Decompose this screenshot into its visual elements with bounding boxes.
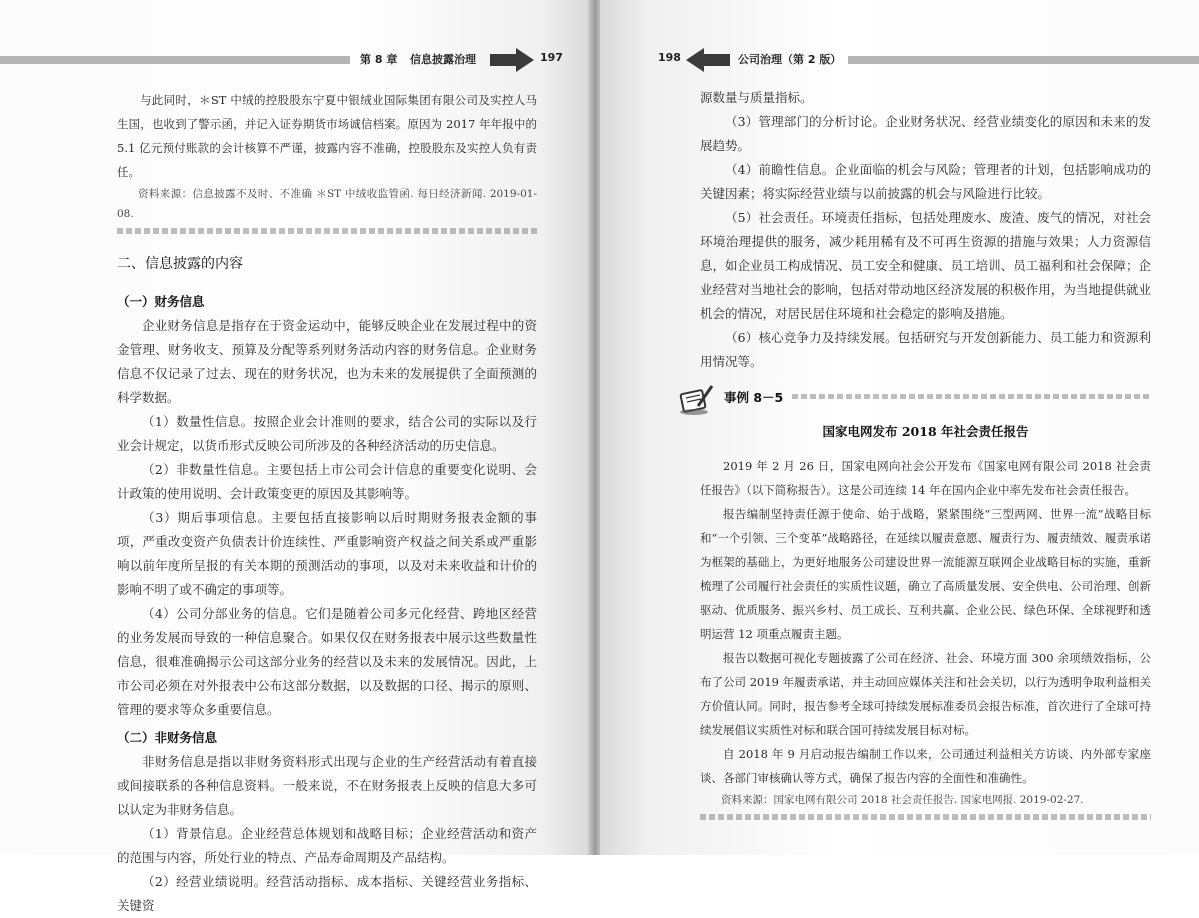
paragraph: （3）期后事项信息。主要包括直接影响以后时期财务报表金额的事项，严重改变资产负债表计价连续性、严重影响资产权益之间关系或严重影响以前年度所呈报的有关本期的预测活动的事项，以及对未来收益和计价的影响不明了或不确定的事项等。 xyxy=(117,510,537,597)
case-header xyxy=(700,382,1151,416)
paragraph: （2）非数量性信息。主要包括上市公司会计信息的重要变化说明、会计政策的使用说明、会计政策变更的原因及其影响等。 xyxy=(117,462,537,501)
paragraph: 源数量与质量指标。 xyxy=(700,90,813,105)
source-note: 资料来源：信息披露不及时、不准确 ＊ST 中绒收监管函. 每日经济新闻. 2019-01-08. xyxy=(117,188,537,220)
left-page-header xyxy=(0,48,590,72)
header-chapter: 第 8 章 xyxy=(360,53,398,66)
case-body xyxy=(700,454,1151,790)
case-paragraph: 报告以数据可视化专题披露了公司在经济、社会、环境方面 300 余项绩效指标，公布了公司 2019 年履责承诺，并主动回应媒体关注和社会关切，以行为透明争取利益相关方价值认同。同时，报告参考全球可持续发展标准委员会报告标准，首次进行了全球可持续发展倡议实质性对标和联合国可持续发展目标对标。 xyxy=(700,651,1151,737)
source-note: 资料来源：国家电网有限公司 2018 社会责任报告. 国家电网报. 2019-02-27. xyxy=(721,794,1084,806)
page-number: 197 xyxy=(540,51,563,64)
case-paragraph: 2019 年 2 月 26 日，国家电网向社会公开发布《国家电网有限公司 2018 社会责任报告》（以下简称报告）。这是公司连续 14 年在国内企业中率先发布社会责任报告。 xyxy=(700,459,1151,497)
paragraph: （1）背景信息。企业经营总体规划和战略目标；企业经营活动和资产的范围与内容，所处行业的特点、产品寿命周期及产品结构。 xyxy=(117,826,537,865)
paragraph: （2）经营业绩说明。经营活动指标、成本指标、关键经营业务指标、关键资 xyxy=(117,874,537,913)
section-title: 二、信息披露的内容 xyxy=(117,256,243,272)
arrow-left-icon xyxy=(686,48,730,72)
divider xyxy=(117,228,537,234)
case-label: 事例 8－5 xyxy=(724,390,784,405)
left-page-content xyxy=(117,88,537,918)
subsection-title: （二）非财务信息 xyxy=(117,730,218,745)
paragraph: （4）公司分部业务的信息。它们是随着公司多元化经营、跨地区经营的业务发展而导致的一种信息聚合。如果仅仅在财务报表中展示这些数量性信息，很难准确揭示公司这部分业务的经营以及未来的发展情况。因此，上市公司必须在对外报表中公布这部分数据，以及数据的口径、揭示的原则、管理的要求等众多重要信息。 xyxy=(117,606,537,717)
list-item: （5）社会责任。环境责任指标，包括处理废水、废渣、废气的情况，对社会环境治理提供的服务，减少耗用稀有及不可再生资源的措施与效果；人力资源信息，如企业员工构成情况、员工安全和健康、员工培训、员工福利和社会保障；企业经营对当地社会的影响，包括对带动地区经济发展的积极作用，为当地提供就业机会的情况，对居民居住环境和社会稳定的影响及措施。 xyxy=(700,210,1151,321)
header-bar xyxy=(848,56,1199,64)
notebook-pen-icon xyxy=(678,382,718,416)
case-paragraph: 报告编制坚持责任源于使命、始于战略，紧紧围绕“三型两网、世界一流”战略目标和“一个引领、三个变革”战略路径，在延续以履责意愿、履责行为、履责绩效、履责承诺为框架的基础上，为更好地服务公司建设世界一流能源互联网企业战略目标的实施，重新梳理了公司履行社会责任的实质性议题，确立了高质量发展、安全供电、公司治理、创新驱动、优质服务、振兴乡村、员工成长、互利共赢、企业公民、绿色环保、全球视野和透明运营 12 项重点履责主题。 xyxy=(700,507,1151,641)
list-item: （3）管理部门的分析讨论。企业财务状况、经营业绩变化的原因和未来的发展趋势。 xyxy=(700,114,1151,153)
subsection-title: （一）财务信息 xyxy=(117,294,205,309)
right-page-header xyxy=(600,48,1199,72)
header-title: 公司治理（第 2 版） xyxy=(738,53,842,66)
right-page-content xyxy=(700,86,1151,830)
list-item: （6）核心竞争力及持续发展。包括研究与开发创新能力、员工能力和资源利用情况等。 xyxy=(700,330,1151,369)
paragraph: （1）数量性信息。按照企业会计准则的要求，结合公司的实际以及行业会计规定，以货币形式反映公司所涉及的各种经济活动的历史信息。 xyxy=(117,414,537,453)
page-number: 198 xyxy=(658,51,681,64)
case-title: 国家电网发布 2018 年社会责任报告 xyxy=(822,424,1029,439)
header-title: 信息披露治理 xyxy=(410,53,476,66)
list-item: （4）前瞻性信息。企业面临的机会与风险；管理者的计划，包括影响成功的关键因素；将实际经营业绩与以前披露的机会与风险进行比较。 xyxy=(700,162,1151,201)
arrow-right-icon xyxy=(490,48,534,72)
case-paragraph: 自 2018 年 9 月启动报告编制工作以来，公司通过利益相关方访谈、内外部专家座谈、各部门审核确认等方式，确保了报告内容的全面性和准确性。 xyxy=(700,747,1151,785)
right-page xyxy=(600,0,1199,855)
paragraph: 企业财务信息是指存在于资金运动中，能够反映企业在发展过程中的资金管理、财务收支、预算及分配等系列财务活动内容的财务信息。企业财务信息不仅记录了过去、现在的财务状况，也为未来的发展提供了全面预测的科学数据。 xyxy=(117,318,537,405)
case-tail-paragraph: 与此同时，＊ST 中绒的控股股东宁夏中银绒业国际集团有限公司及实控人马生国，也收到了警示函，并记入证券期货市场诚信档案。原因为 2017 年年报中的 5.1 亿元预付账款的会计核算不严谨，披露内容不准确，控股股东及实控人负有责任。 xyxy=(117,93,537,179)
left-page xyxy=(0,0,590,913)
header-bar xyxy=(0,56,350,64)
case-divider xyxy=(792,394,1151,399)
paragraph: 非财务信息是指以非财务资料形式出现与企业的生产经营活动有着直接或间接联系的各种信息资料。一般来说，不在财务报表上反映的信息大多可以认定为非财务信息。 xyxy=(117,754,537,817)
divider xyxy=(700,814,1151,820)
